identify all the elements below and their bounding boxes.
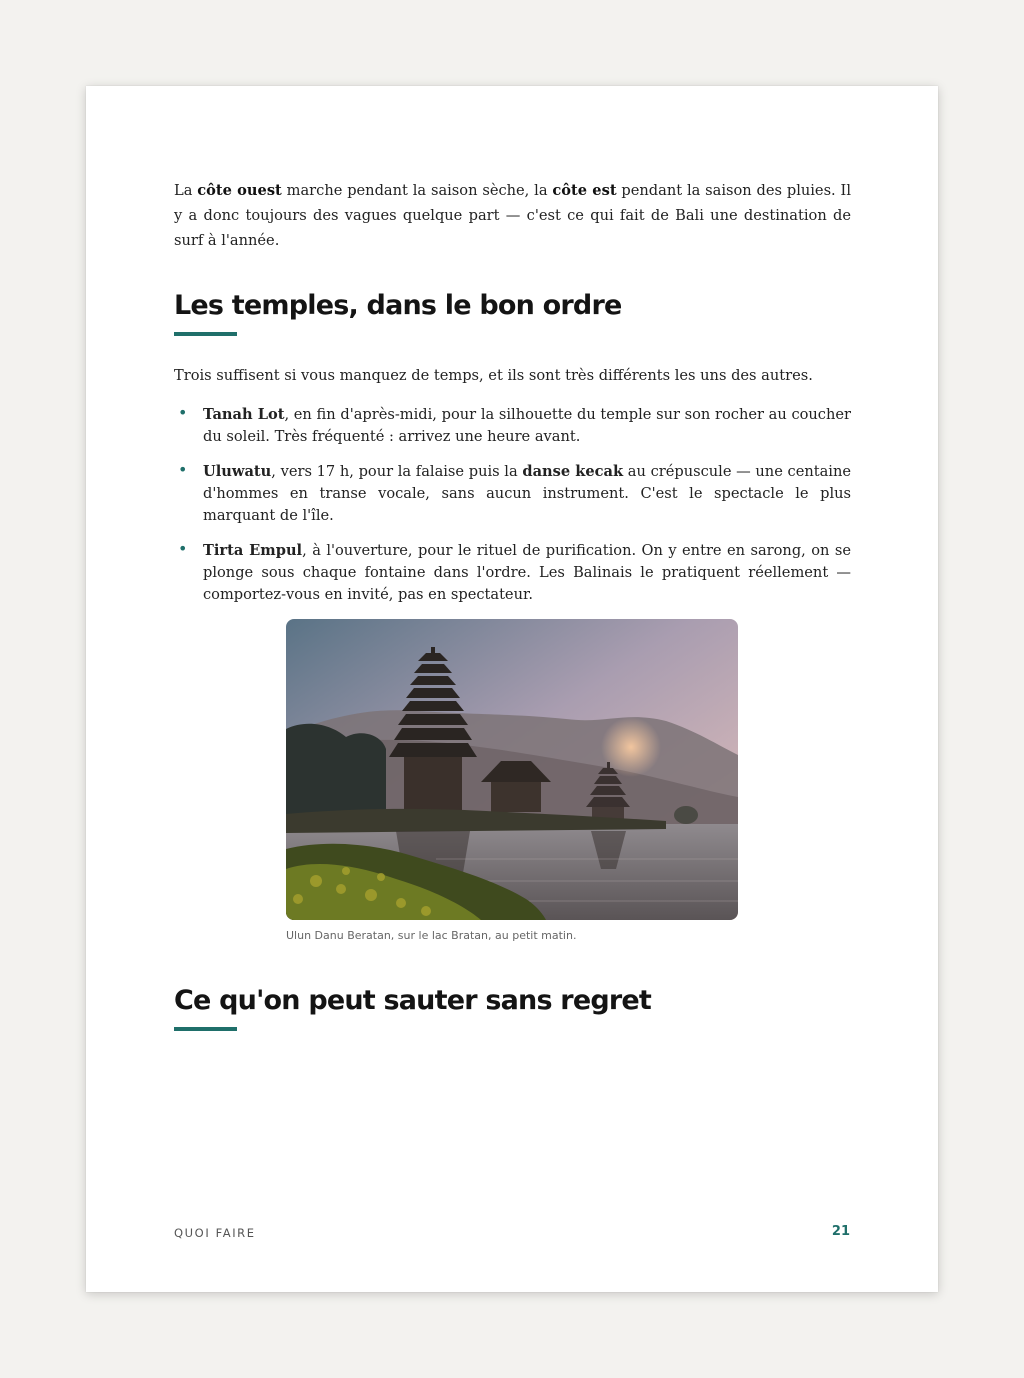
temples-list <box>174 404 851 606</box>
emphasis-kecak: danse kecak <box>522 463 624 480</box>
temple-figure <box>286 619 738 942</box>
intro-paragraph: La côte ouest marche pendant la saison sèche, la côte est pendant la saison des pluies. Il y a donc toujours des vagues quelque part — c'est ce qui fait de Bali une destination de surf à l'année. <box>174 182 851 249</box>
figure-caption: Ulun Danu Beratan, sur le lac Bratan, au petit matin. <box>286 929 577 942</box>
heading-underline <box>174 332 237 336</box>
temple-name: Tanah Lot <box>203 406 285 423</box>
bullet-icon: • <box>178 460 188 479</box>
temple-photo <box>286 619 738 920</box>
bullet-icon: • <box>178 403 188 422</box>
emphasis-east-coast: côte est <box>552 182 617 199</box>
running-footer-section: QUOI FAIRE <box>174 1226 256 1240</box>
list-item: • Tanah Lot, en fin d'après-midi, pour la silhouette du temple sur son rocher au coucher du soleil. Très fréquenté : arrivez une heure avant. <box>178 403 851 445</box>
emphasis-west-coast: côte ouest <box>197 182 282 199</box>
page-content <box>174 178 851 1031</box>
list-item: • Tirta Empul, à l'ouverture, pour le rituel de purification. On y entre en sarong, on se plonge sous chaque fontaine dans l'ordre. Les Balinais le pratiquent réellement — comportez-vous en invité, pas en spectateur. <box>178 539 852 603</box>
page-number: 21 <box>831 1224 850 1239</box>
heading-underline <box>174 1027 237 1031</box>
temple-name: Tirta Empul <box>203 542 303 559</box>
list-item: • Uluwatu, vers 17 h, pour la falaise puis la danse kecak au crépuscule — une centaine d'hommes en transe vocale, sans aucun instrument. C'est le spectacle le plus marquant de l'île. <box>178 460 851 524</box>
section-heading-temples: Les temples, dans le bon ordre <box>174 290 622 321</box>
document-page <box>86 86 938 1292</box>
section-heading-skip: Ce qu'on peut sauter sans regret <box>174 985 651 1016</box>
temple-name: Uluwatu <box>203 463 272 480</box>
bullet-icon: • <box>178 539 188 558</box>
temples-lead-paragraph: Trois suffisent si vous manquez de temps, et ils sont très différents les uns des autres. <box>174 367 813 384</box>
